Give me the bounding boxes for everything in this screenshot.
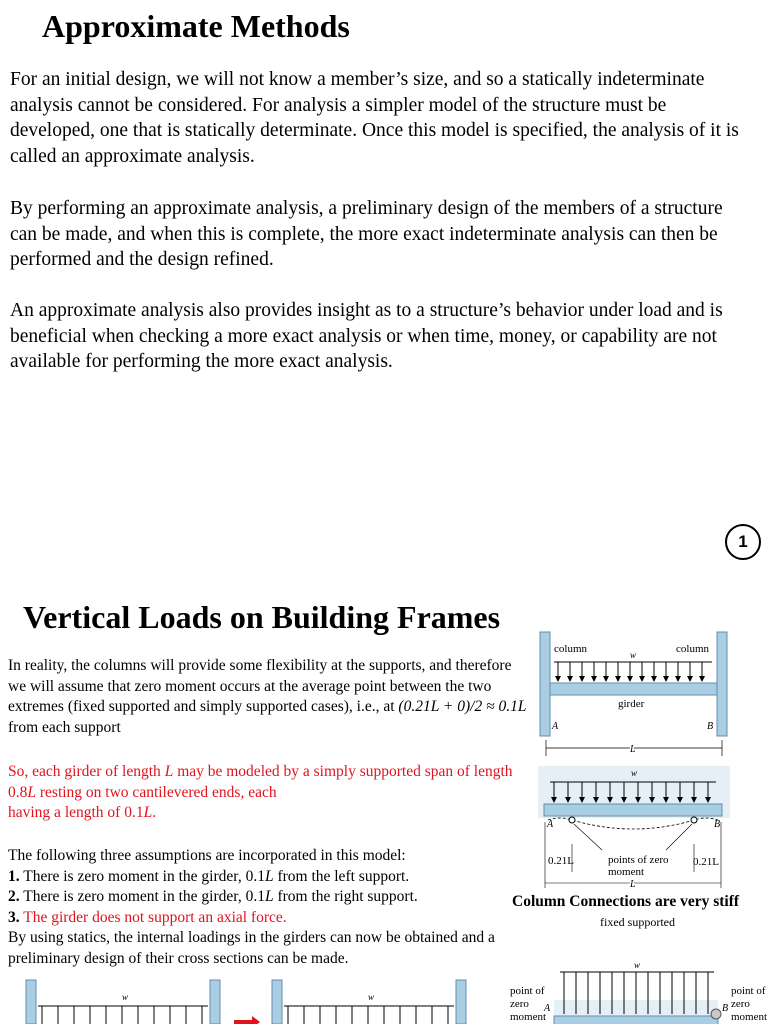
arrow-heads [555,676,705,682]
right-column [210,980,220,1024]
zero-moment-point-left [569,817,575,823]
assumption-text-tail: from the right support. [277,888,418,905]
girder-member [544,804,722,816]
roller-support [711,1009,721,1019]
assumption-text-tail: from the left support. [277,867,410,885]
load-label: w [122,992,129,1002]
left-column [26,980,36,1024]
load-label: w [630,650,637,660]
girder-member [554,1016,718,1024]
assumption-item-1 [8,867,528,888]
girder-model-text-4: having a length of 0.1 [8,804,144,821]
support-b-label: B [714,819,721,830]
left-zero-label-line3: moment [510,1011,547,1023]
right-zero-label-line3: moment [731,1011,768,1023]
slide1-paragraph-2: By performing an approximate analysis, a preliminary design of the members of a structure can be made, and when this is complete, the more exact indeterminate analysis can then be performed and the design refined. [10,198,723,270]
assumption-text: There is zero moment in the girder, 0.1 [23,888,265,905]
assumptions-block [8,846,528,969]
left-column [540,632,550,736]
assumption-number: 1. [8,867,20,885]
length-symbol: L [264,867,274,885]
load-label: w [368,992,375,1002]
zero-moment-label-line2: moment [608,866,645,878]
left-zero-label-line2: zero [510,998,529,1010]
distributed-load-arrows [42,1006,202,1024]
slide1-paragraph-1: For an initial design, we will not know a member’s size, and so a statically indeterminate analysis cannot be considered. For analysis a simpler model of the structure must be developed, one that is statically determinate. Once this model is specified, the analysis of it is called an approximate analysis. [10,69,739,167]
span-label: L [630,744,636,755]
flexibility-text: In reality, the columns will provide some flexibility at the supports, and therefore we will assume that zero moment occurs at the average point between the two extremes (fixed supported and simply supported cases), i.e., at [8,657,512,715]
girder-model-text-3: resting on two cantilevered ends, each [39,783,277,801]
right-arrow-icon [234,1016,260,1024]
girder-zero-moment-figure [536,764,732,890]
span-label: L [630,879,636,890]
simply-supported-model-figure [506,958,768,1024]
right-zero-label-line1: point of [731,985,766,997]
page-number-badge: 1 [725,524,761,560]
girder-model-text-2: may be modeled by a simply supported span of length 0.8 [8,763,513,801]
frame-figure [536,628,732,760]
slide2-title: Vertical Loads on Building Frames [23,599,501,635]
length-symbol: L [143,804,153,821]
distributed-load-arrows [288,1006,448,1024]
right-column [456,980,466,1024]
figure-subcaption: fixed supported [600,915,675,929]
support-b-label: B [722,1003,729,1014]
left-distance-label: 0.21L [548,855,574,867]
girder-model-text-1: So, each girder of length [8,763,161,780]
girder-member [550,683,717,695]
assumption-text: The girder does not support an axial force. [23,908,287,926]
frame-sequence-figure [20,980,480,1024]
figure-caption: Column Connections are very stiff [512,893,740,910]
load-label: w [634,960,641,970]
assumption-item-3 [8,908,528,929]
right-column [717,632,727,736]
load-label: w [631,768,638,778]
zero-moment-label-line1: points of zero [608,854,669,866]
left-zero-label-line1: point of [510,985,545,997]
length-symbol: L [164,763,174,780]
slide1-title: Approximate Methods [42,8,350,44]
girder-model-paragraph [8,762,528,824]
support-b-label: B [707,721,714,732]
assumption-text: There is zero moment in the girder, 0.1 [23,867,265,885]
zero-moment-formula: (0.21L + 0)/2 ≈ 0.1L [398,698,527,715]
zero-moment-point-right [691,817,697,823]
right-distance-label: 0.21L [693,856,719,868]
slide1-paragraph-3: An approximate analysis also provides insight as to a structure’s behavior under load and is beneficial when checking a more exact analysis or when time, money, or capability are not available for performing the more exact analysis. [10,300,723,372]
assumption-number: 2. [8,888,20,905]
length-symbol: L [264,888,274,905]
assumption-item-2 [8,887,528,908]
support-a-label: A [544,1003,551,1014]
assumptions-intro: The following three assumptions are incorporated in this model: [8,847,406,864]
right-zero-label-line2: zero [731,998,750,1010]
left-column [272,980,282,1024]
length-symbol: L [27,783,36,801]
support-a-label: A [552,721,559,732]
assumption-number: 3. [8,908,20,926]
assumptions-outro: By using statics, the internal loadings in the girders can now be obtained and a preliminary design of their cross sections can be made. [8,929,495,967]
girder-model-text-5: . [152,804,157,821]
column-right-label: column [676,643,709,655]
column-left-label: column [554,643,587,655]
flexibility-tail: from each support [8,718,121,736]
girder-label: girder [618,698,645,710]
support-a-label: A [547,819,554,830]
flexibility-paragraph [8,656,528,738]
